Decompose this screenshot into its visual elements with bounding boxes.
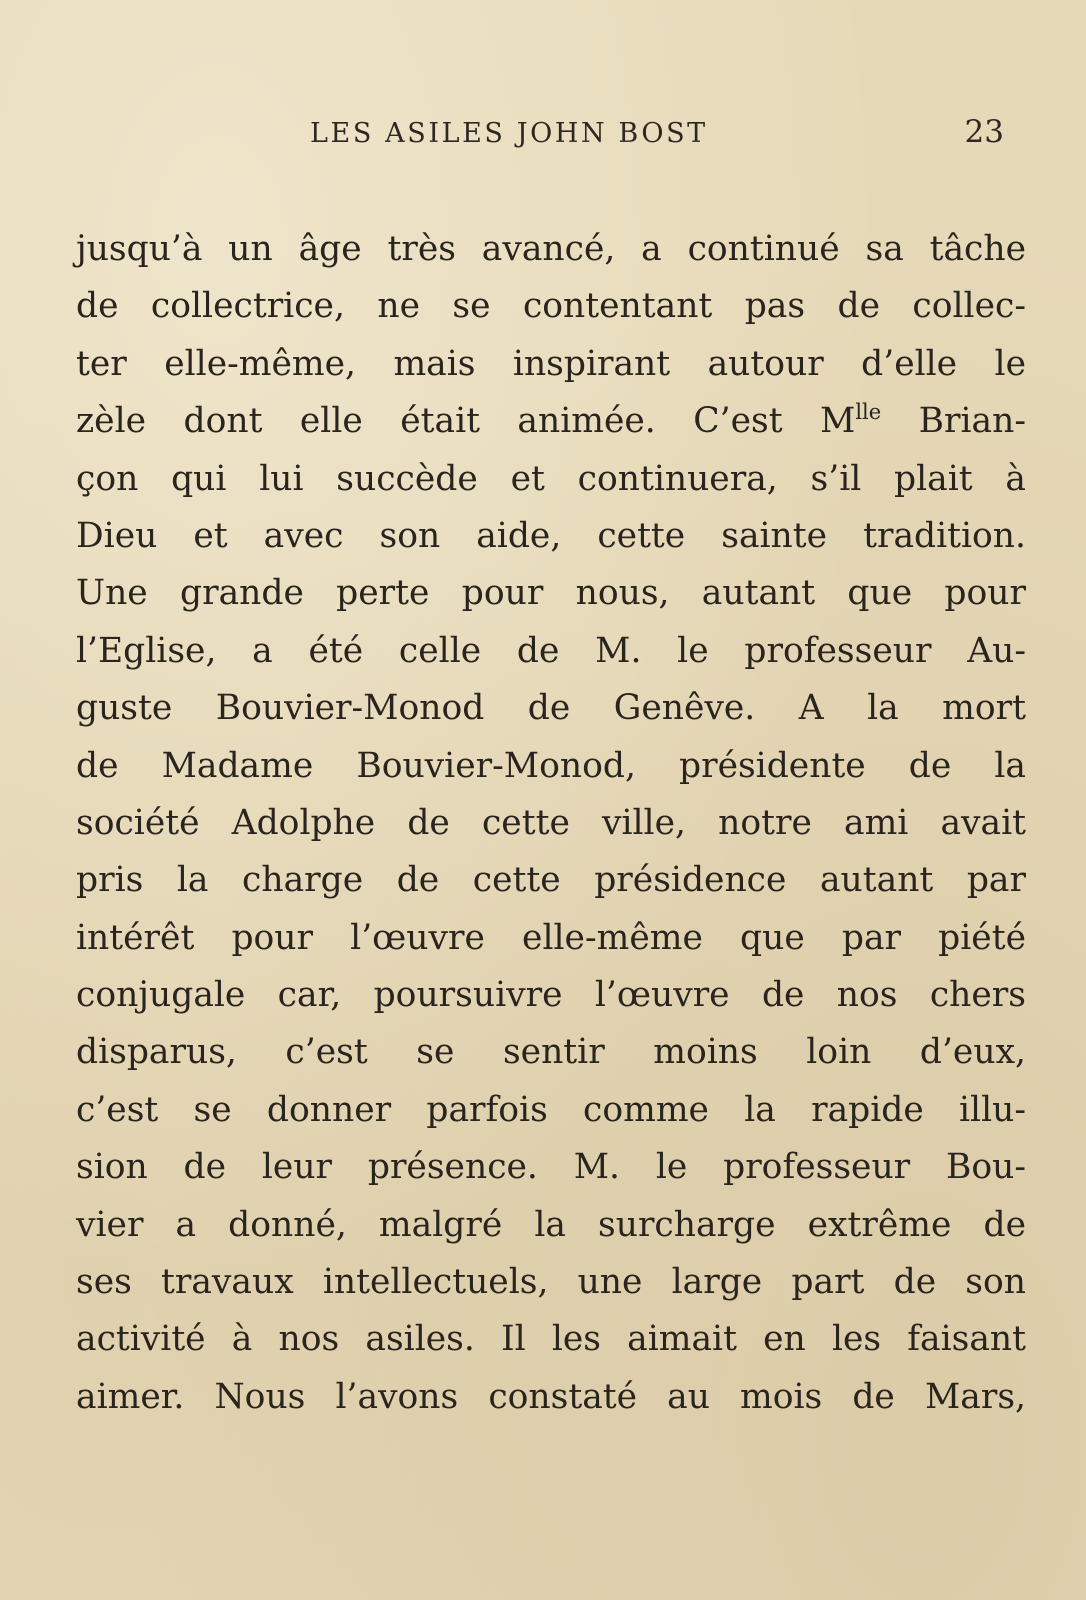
text-line: sion de leur présence. M. le professeur Bou- [76,1147,1026,1188]
text-line [76,393,1026,450]
text-line: pris la charge de cette présidence autant par [76,860,1026,901]
text-line: activité à nos asiles. Il les aimait en les faisant [76,1319,1026,1360]
text-line: ses travaux intellectuels, une large part de son [76,1262,1026,1303]
text-line: vier a donné, malgré la surcharge extrême de [76,1204,1026,1245]
text-line: de Madame Bouvier-Monod, présidente de la [76,745,1026,786]
text-line: Une grande perte pour nous, autant que pour [76,573,1026,614]
superscript: lle [855,400,882,425]
text-line: de collectrice, ne se contentant pas de collec- [76,286,1026,327]
text-line: disparus, c’est se sentir moins loin d’eux, [76,1032,1026,1073]
text-line: l’Eglise, a été celle de M. le professeur Au- [76,630,1026,671]
text-line: çon qui lui succède et continuera, s’il plait à [76,458,1026,499]
text-line: conjugale car, poursuivre l’œuvre de nos chers [76,975,1026,1016]
text-line: jusqu’à un âge très avancé, a continué sa tâche [76,229,1026,269]
text-line-end: Brian- [881,401,1026,442]
text-line: c’est se donner parfois comme la rapide illu- [76,1089,1026,1130]
text-line: ter elle-même, mais inspirant autour d’elle le [76,343,1026,384]
running-head [0,114,1086,158]
text-line: Dieu et avec son aide, cette sainte tradition. [76,515,1026,556]
running-title: LES ASILES JOHN BOST [310,118,708,149]
text-line: intérêt pour l’œuvre elle-même que par piété [76,917,1026,958]
text-line: aimer. Nous l’avons constaté au mois de Mars, [76,1376,1026,1417]
text-line-start: zèle dont elle était animée. C’est M [76,401,856,442]
text-line: guste Bouvier-Monod de Genêve. A la mort [76,688,1026,729]
page-number: 23 [964,114,1004,150]
text-line: société Adolphe de cette ville, notre ami avait [76,802,1026,843]
body-text [76,221,1026,1426]
